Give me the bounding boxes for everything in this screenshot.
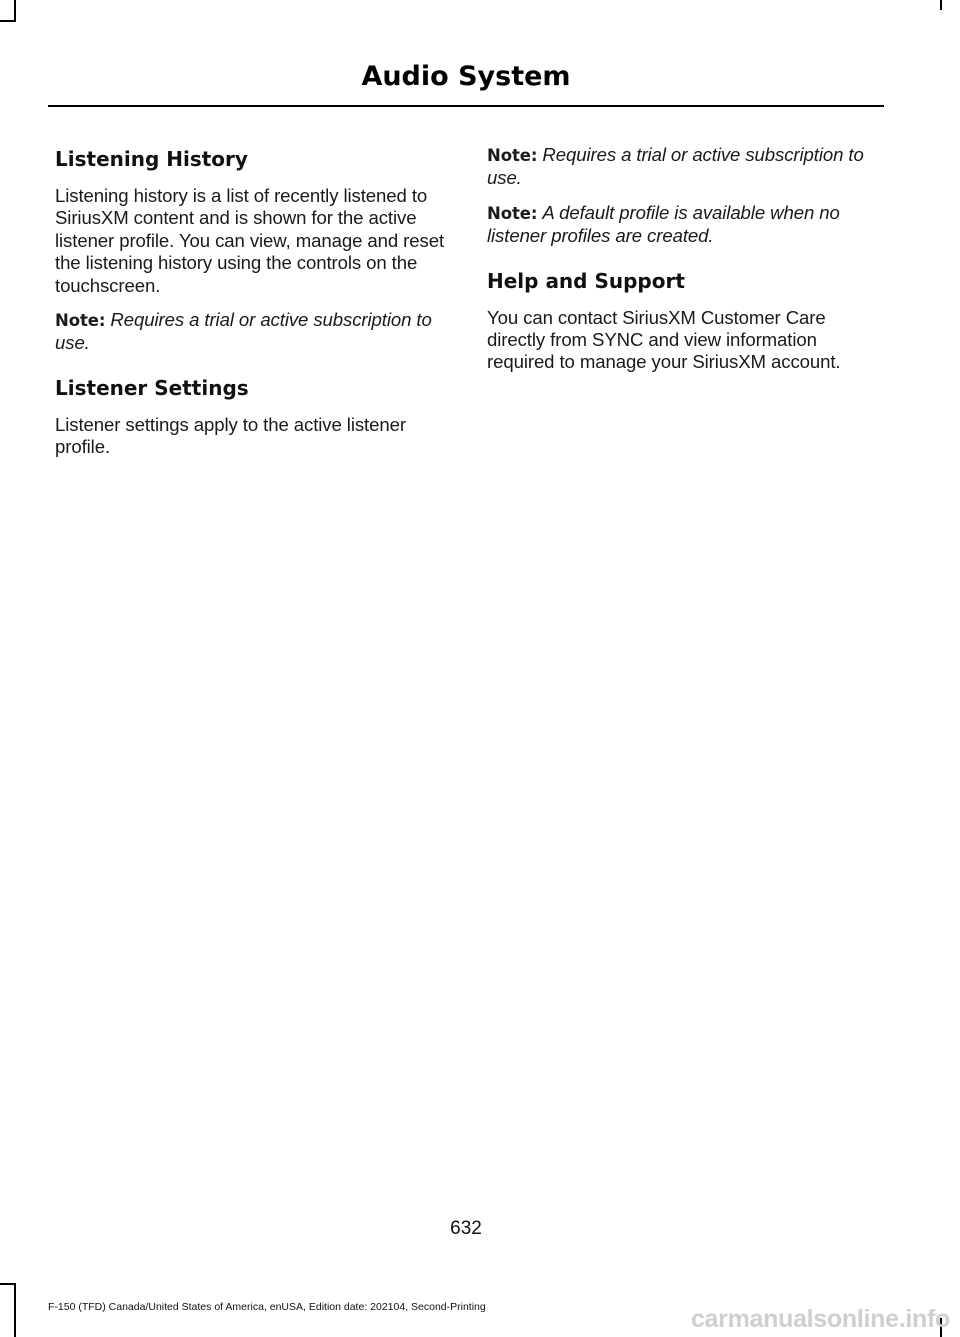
right-column	[487, 144, 882, 386]
crop-mark-top-left-v	[14, 0, 16, 22]
edition-footer: F-150 (TFD) Canada/United States of America, enUSA, Edition date: 202104, Second-Printing	[48, 1301, 486, 1313]
note-text: A default profile is available when no listener profiles are created.	[487, 201, 840, 247]
header-divider	[48, 105, 884, 107]
subscription-note	[487, 144, 882, 190]
note-label: Note:	[487, 203, 538, 223]
help-and-support-body: You can contact SiriusXM Customer Care directly from SYNC and view information required to manage your SiriusXM account.	[487, 306, 841, 373]
left-column	[55, 144, 450, 471]
listening-history-body: Listening history is a list of recently listened to SiriusXM content and is shown for the active listener profile. You can view, manage and reset the listening history using the controls on the touchscreen.	[55, 185, 445, 296]
listening-history-heading: Listening History	[55, 147, 248, 171]
listener-settings-heading: Listener Settings	[55, 375, 249, 400]
note-text: Requires a trial or active subscription to use.	[55, 309, 432, 354]
note-label: Note:	[55, 311, 106, 331]
listening-history-note	[55, 309, 450, 355]
default-profile-note	[487, 202, 882, 248]
note-text: Requires a trial or active subscription to use.	[487, 144, 864, 189]
page-title: Audio System	[361, 61, 571, 92]
page-number: 632	[450, 1218, 482, 1239]
note-label: Note:	[487, 146, 538, 165]
crop-mark-top-left-h	[0, 20, 16, 22]
crop-mark-bottom-left-v	[14, 1283, 16, 1337]
listener-settings-body: Listener settings apply to the active listener profile.	[55, 413, 406, 458]
crop-mark-top-right-v	[940, 0, 942, 10]
site-watermark: carmanualsonline.info	[690, 1305, 950, 1333]
help-and-support-heading: Help and Support	[487, 268, 685, 293]
crop-mark-bottom-left-h	[0, 1283, 16, 1285]
